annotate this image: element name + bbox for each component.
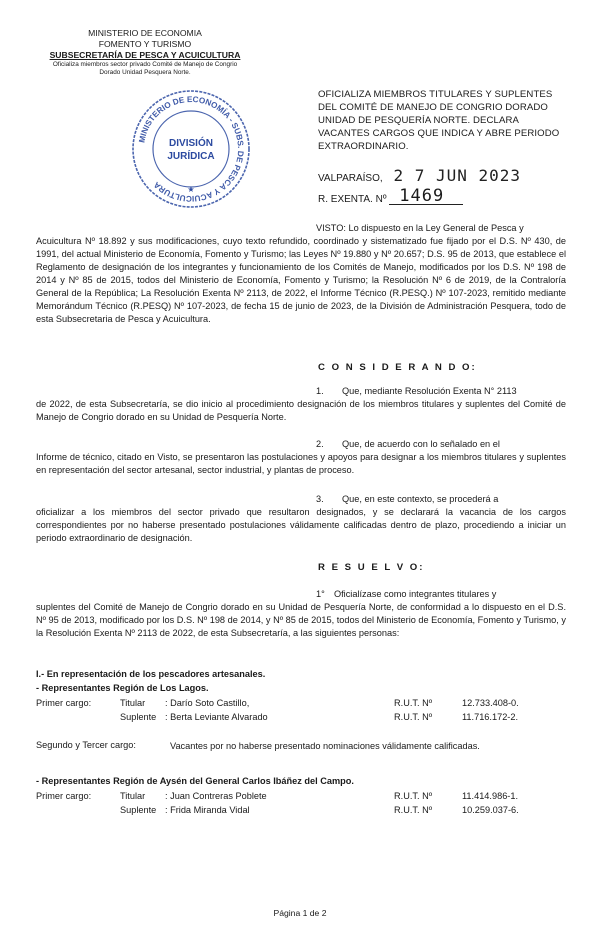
r2-suplente-rut: 10.259.037-6. bbox=[462, 805, 519, 815]
resolution-number-line bbox=[318, 186, 463, 206]
considerando-heading: C O N S I D E R A N D O: bbox=[318, 362, 477, 373]
considerando-2 bbox=[36, 438, 566, 477]
resuelvo-1-text: suplentes del Comité de Manejo de Congrio dorado en su Unidad de Pesquería Norte, de conformidad a lo dispuesto en el D.S. Nº 95 de 2013, modificado por los D.S. Nº 198 de 2014, y Nº 85 de 2015, todos del Ministerio de Economía, Fomento y Turismo, y la Resolución Exenta Nº 2113 de 2022, de esta Subsecretaría, a las siguientes personas: bbox=[36, 602, 566, 638]
ministry-line-1: MINISTERIO DE ECONOMIA bbox=[88, 28, 202, 38]
r1-suplente-name: : Berta Leviante Alvarado bbox=[165, 712, 268, 722]
r2-titular-name: : Juan Contreras Poblete bbox=[165, 791, 267, 801]
stamp-star-icon: ★ bbox=[187, 185, 195, 194]
subsecretaria-name: SUBSECRETARÍA DE PESCA Y ACUICULTURA bbox=[49, 50, 241, 60]
page-number: Página 1 de 2 bbox=[273, 908, 327, 918]
date-label: VALPARAÍSO, bbox=[318, 173, 383, 184]
section-artesanales-title: I.- En representación de los pescadores artesanales. bbox=[36, 669, 266, 679]
r1-suplente-rut: 11.716.172-2. bbox=[462, 712, 519, 722]
title-line-5: EXTRAORDINARIO. bbox=[318, 141, 409, 152]
title-line-4: VACANTES CARGOS QUE INDICA Y ABRE PERIODO bbox=[318, 128, 560, 139]
r2-titular-rut-label: R.U.T. Nº bbox=[394, 791, 433, 801]
resuelvo-1-lead: 1° Oficialízase como integrantes titulares y bbox=[316, 589, 497, 599]
r1-titular-rut-label: R.U.T. Nº bbox=[394, 698, 433, 708]
considerando-1-lead: 1. Que, mediante Resolución Exenta N° 2113 bbox=[316, 386, 517, 396]
ministry-line-2: FOMENTO Y TURISMO bbox=[98, 39, 192, 49]
visto-text: Acuicultura Nº 18.892 y sus modificaciones, cuyo texto refundido, coordinado y sistematizado fue fijado por el D.S. Nº 430, de 1991, del actual Ministerio de Economía, Fomento y Turismo; las Leyes Nº 19.880 y Nº 20.657; D.S. 95 de 2013, que establece el Reglamento de designación de los integrantes y funcionamiento de los Comités de Manejo, modificados por los D.S. Nº 198 de 2014 y Nº 85 de 2015, todos del Ministerio de Economía, Fomento y Turismo; la Resolución Nº 6 de 2019, de la Contraloría General de la República; La Resolución Exenta Nº 2113, de 2022, el Informe Técnico (R.PESQ.) Nº 107-2023, remitido mediante Memorándum Técnico (R.PESQ) Nº 107-2023, de fecha 15 de junio de 2023, de la División de Administración Pesquera, todo de esta Subsecretaria de Pesca y Acuicultura. bbox=[36, 236, 566, 324]
r2-titular-rut: 11.414.986-1. bbox=[462, 791, 519, 801]
title-line-1: OFICIALIZA MIEMBROS TITULARES Y SUPLENTES bbox=[318, 89, 553, 100]
r1-titular-rut: 12.733.408-0. bbox=[462, 698, 519, 708]
date-stamp: 2 7 JUN 2023 bbox=[393, 166, 522, 185]
considerando-2-lead: 2. Que, de acuerdo con lo señalado en el bbox=[316, 439, 500, 449]
r1-cargo-label: Primer cargo: bbox=[36, 698, 92, 708]
title-line-3: UNIDAD DE PESQUERÍA NORTE. DECLARA bbox=[318, 115, 520, 126]
letterhead bbox=[0, 28, 290, 77]
considerando-1-text: de 2022, de esta Subsecretaría, se dio inicio al procedimiento designación de los miembros titulares y suplentes del Comité de Manejo de Congrio dorado en su Unidad de Pesquería Norte. bbox=[36, 399, 566, 422]
vacantes-label: Segundo y Tercer cargo: bbox=[36, 740, 136, 750]
r2-suplente-rut-label: R.U.T. Nº bbox=[394, 805, 433, 815]
considerando-3-lead: 3. Que, en este contexto, se procederá a bbox=[316, 494, 499, 504]
stamp-ring-text: MINISTERIO DE ECONOMÍA - SUBS. DE PESCA Y ACUICULTURA bbox=[137, 94, 246, 204]
stamp-center-line-1: DIVISIÓN bbox=[169, 138, 213, 149]
summary-line-2: Dorado Unidad Pesquera Norte. bbox=[99, 69, 191, 76]
title-line-2: DEL COMITÉ DE MANEJO DE CONGRIO DORADO bbox=[318, 102, 548, 113]
resuelvo-heading: R E S U E L V O: bbox=[318, 562, 425, 573]
division-juridica-stamp bbox=[130, 88, 252, 210]
stamp-center-line-2: JURÍDICA bbox=[167, 151, 215, 162]
resuelvo-1 bbox=[36, 588, 566, 640]
r2-suplente-name: : Frida Miranda Vidal bbox=[165, 805, 250, 815]
considerando-3 bbox=[36, 493, 566, 545]
resolution-title bbox=[318, 88, 568, 153]
considerando-3-text: oficializar a los miembros del sector privado que resultaron designados, y se declarará la vacancia de los cargos correspondientes por no haberse presentado postulaciones válidamente calificadas dentro de plazo, procediendo a iniciar un periodo extraordinario de designación. bbox=[36, 507, 566, 543]
considerando-2-text: Informe de técnico, citado en Visto, se presentaron las postulaciones y apoyos para designar a los miembros titulares y suplentes en representación del sector artesanal, sector industrial, y plantas de proceso. bbox=[36, 452, 566, 475]
region-los-lagos-title: - Representantes Región de Los Lagos. bbox=[36, 683, 209, 693]
r2-titular-label: Titular bbox=[120, 791, 146, 801]
r1-suplente-rut-label: R.U.T. Nº bbox=[394, 712, 433, 722]
r2-suplente-label: Suplente bbox=[120, 805, 157, 815]
r1-titular-label: Titular bbox=[120, 698, 146, 708]
r2-cargo-label: Primer cargo: bbox=[36, 791, 92, 801]
date-line bbox=[318, 166, 521, 185]
visto-lead: VISTO: Lo dispuesto en la Ley General de Pesca y bbox=[316, 223, 524, 233]
visto-paragraph bbox=[36, 222, 566, 326]
resolution-number: 1469 bbox=[399, 186, 445, 206]
vacantes-text: Vacantes por no haberse presentado nominaciones válidamente calificadas. bbox=[170, 741, 480, 751]
summary-line-1: Oficializa miembros sector privado Comité de Manejo de Congrio bbox=[52, 61, 238, 68]
region-aysen-title: - Representantes Región de Aysén del General Carlos Ibáñez del Campo. bbox=[36, 776, 354, 786]
r1-titular-name: : Darío Soto Castillo, bbox=[165, 698, 250, 708]
resolution-label: R. EXENTA. Nº bbox=[318, 194, 387, 205]
resolution-number-underline bbox=[389, 186, 463, 206]
considerando-1 bbox=[36, 385, 566, 424]
r1-suplente-label: Suplente bbox=[120, 712, 157, 722]
